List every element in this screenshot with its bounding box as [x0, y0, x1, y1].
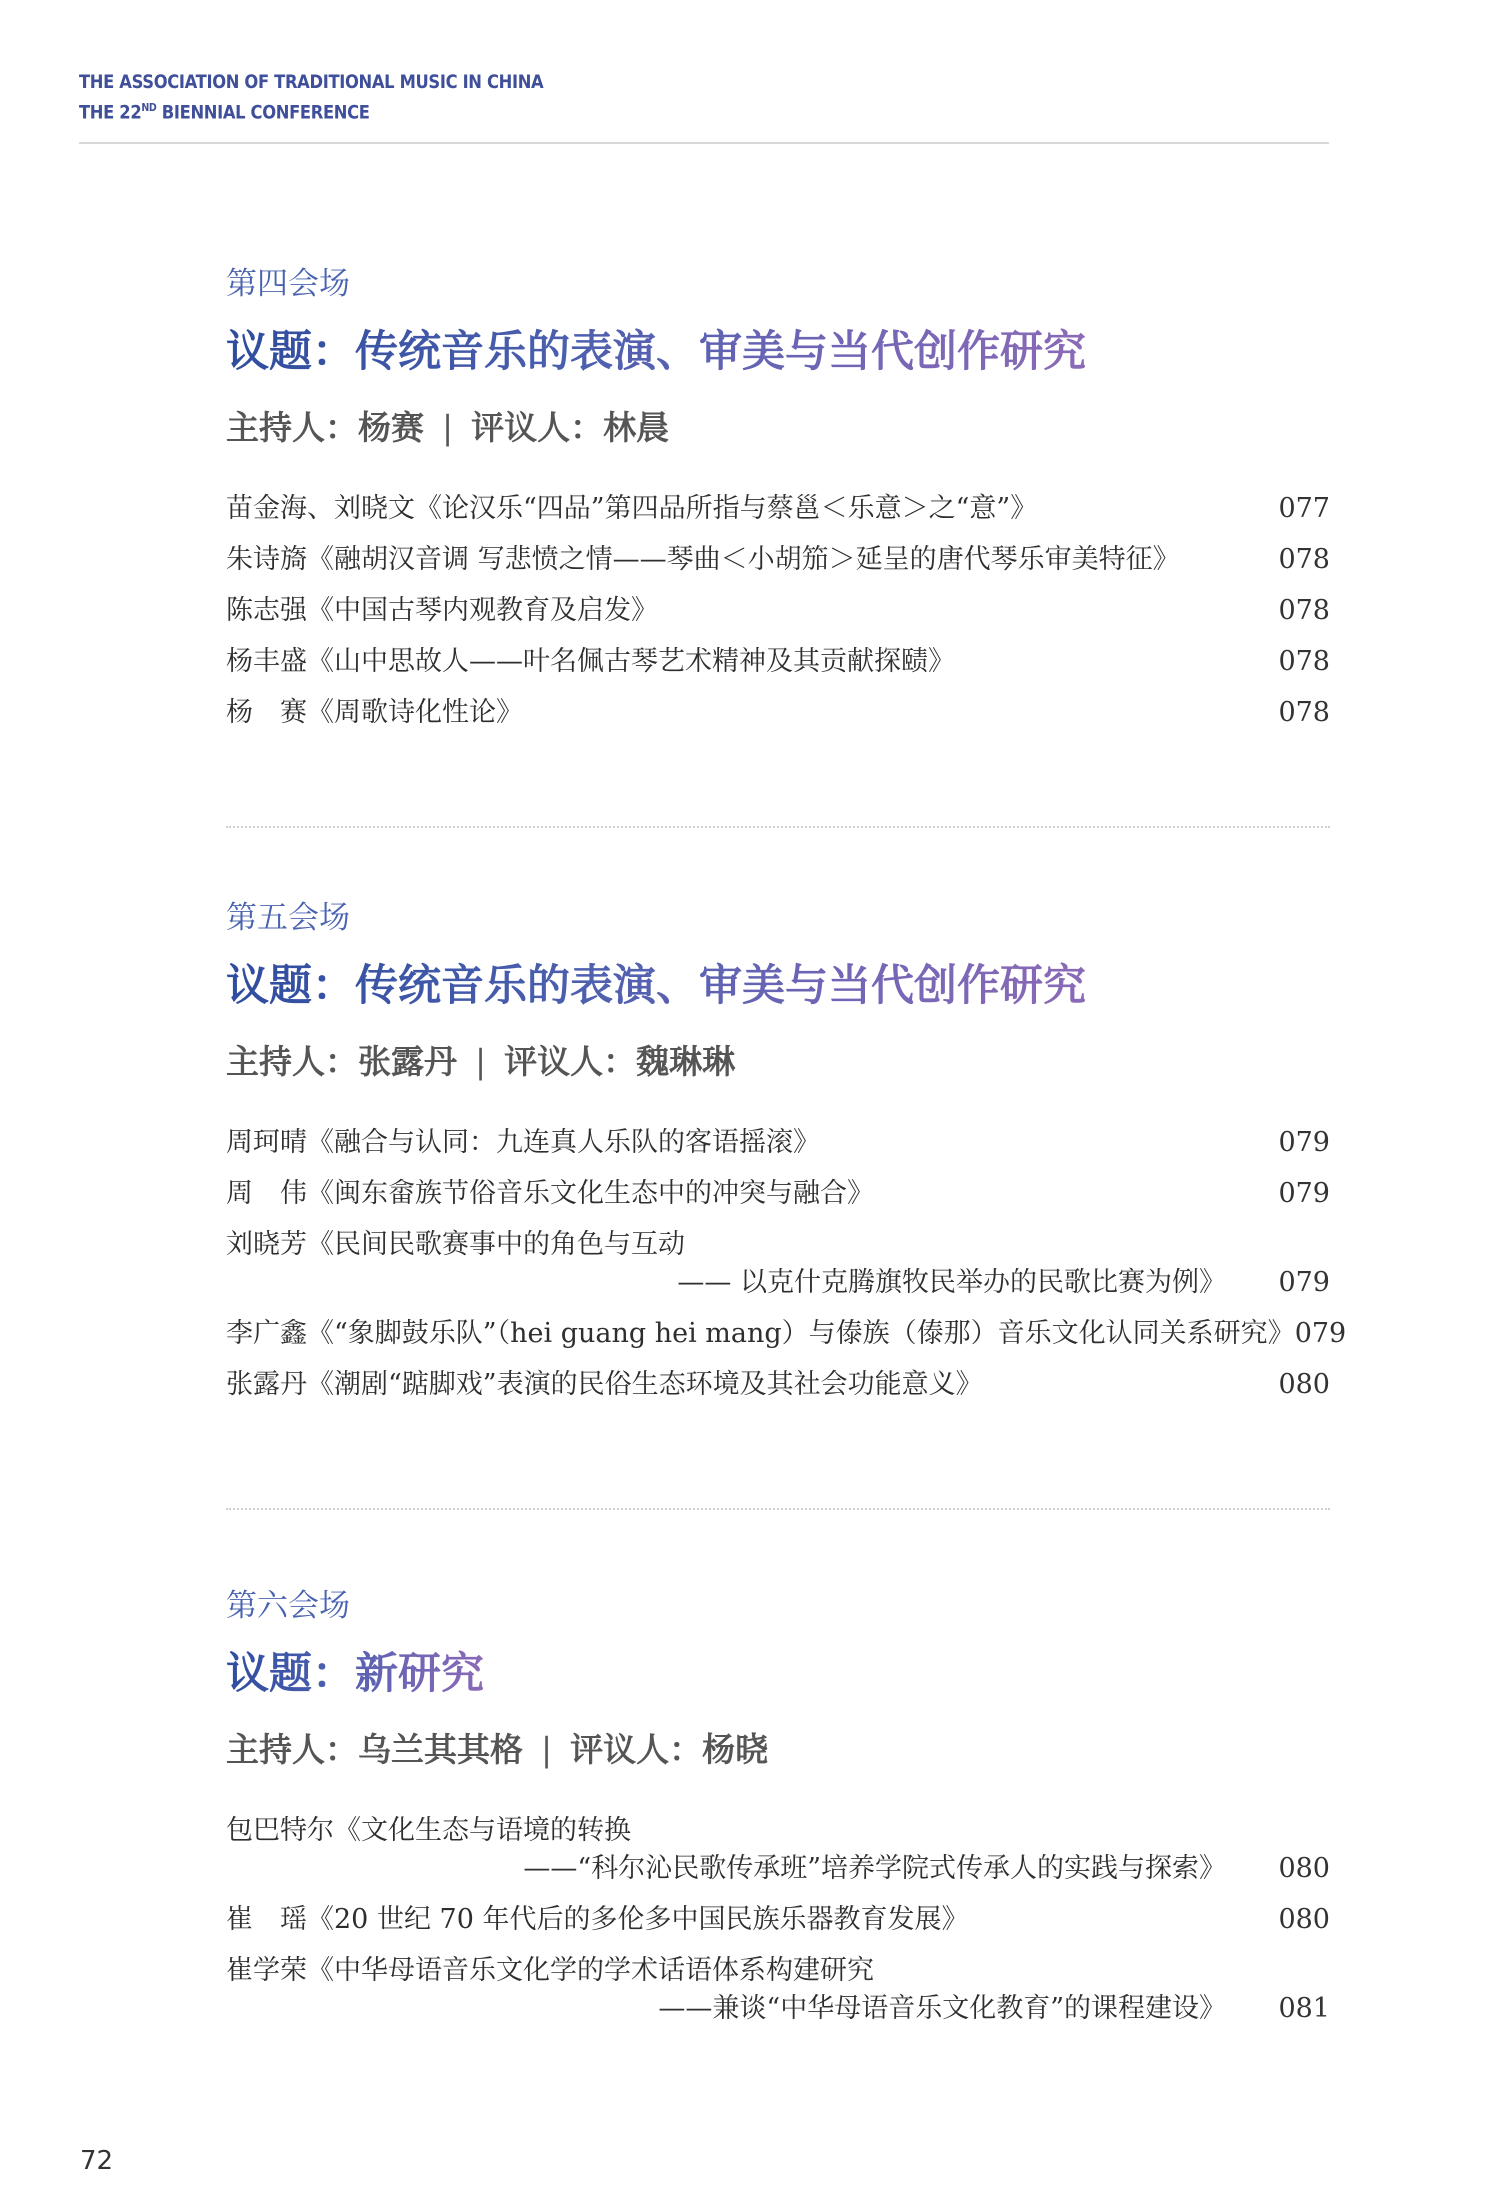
paper-title: 周 伟《闽东畲族节俗音乐文化生态中的冲突与融合》: [226, 1178, 874, 1209]
paper-title: 陈志强《中国古琴内观教育及启发》: [226, 595, 658, 626]
paper-entry[interactable]: [226, 636, 1330, 687]
paper-page: 079: [1278, 1127, 1330, 1158]
paper-entry[interactable]: [226, 1945, 1330, 2034]
reviewer-label: 评议人：: [471, 408, 604, 447]
host-label: 主持人：: [226, 1730, 358, 1769]
paper-list: [226, 1117, 1347, 1410]
session-label: 第六会场: [226, 1588, 350, 1624]
paper-entry[interactable]: [226, 1117, 1330, 1168]
paper-page: 081: [1278, 1993, 1330, 2024]
header-line-conference: THE 22ND BIENNIAL CONFERENCE: [79, 101, 370, 124]
paper-title: 李广鑫《“象脚鼓乐队”（hei guang hei mang）与傣族（傣那）音乐文化认同关系研究》: [226, 1318, 1295, 1349]
paper-entry[interactable]: [226, 483, 1330, 534]
paper-title: 周珂晴《融合与认同：九连真人乐队的客语摇滚》: [226, 1127, 820, 1158]
paper-title: 杨 赛《周歌诗化性论》: [226, 697, 523, 728]
paper-page: 080: [1278, 1853, 1330, 1884]
host-name: 张露丹: [358, 1042, 457, 1081]
paper-title: 崔学荣《中华母语音乐文化学的学术话语体系构建研究: [226, 1955, 874, 1986]
host-name: 杨赛: [358, 408, 424, 447]
paper-entry[interactable]: [226, 1308, 1347, 1359]
paper-title: 杨丰盛《山中思故人——叶名佩古琴艺术精神及其贡献探赜》: [226, 646, 955, 677]
paper-page: 077: [1278, 493, 1330, 524]
paper-entry[interactable]: [226, 1219, 1330, 1308]
paper-entry[interactable]: [226, 687, 1330, 738]
paper-entry[interactable]: [226, 1894, 1330, 1945]
session-hosts: [226, 1040, 1330, 1084]
host-separator: |: [442, 408, 454, 447]
paper-subtitle: ——兼谈“中华母语音乐文化教育”的课程建设》: [658, 1993, 1226, 2024]
paper-page: 080: [1278, 1904, 1330, 1935]
paper-entry[interactable]: [226, 1168, 1330, 1219]
session-5: [226, 898, 1347, 1410]
paper-page: 078: [1278, 544, 1330, 575]
session-topic: 议题：传统音乐的表演、审美与当代创作研究: [226, 324, 1086, 380]
paper-entry[interactable]: [226, 534, 1330, 585]
session-hosts: [226, 1728, 1330, 1772]
reviewer-name: 林晨: [603, 408, 670, 447]
header-line-association: THE ASSOCIATION OF TRADITIONAL MUSIC IN CHINA: [79, 71, 544, 93]
paper-entry[interactable]: [226, 1805, 1330, 1894]
session-topic: 议题：新研究: [226, 1646, 484, 1702]
host-name: 乌兰其其格: [358, 1730, 523, 1769]
session-6: [226, 1586, 1330, 2034]
paper-page: 078: [1278, 595, 1330, 626]
host-label: 主持人：: [226, 1042, 358, 1081]
paper-page: 078: [1278, 646, 1330, 677]
session-topic: 议题：传统音乐的表演、审美与当代创作研究: [226, 958, 1086, 1014]
paper-subtitle: ——“科尔沁民歌传承班”培养学院式传承人的实践与探索》: [523, 1853, 1226, 1884]
session-label: 第五会场: [226, 900, 350, 936]
session-4: [226, 264, 1330, 738]
paper-page: 079: [1294, 1318, 1347, 1349]
paper-title: 苗金海、刘晓文《论汉乐“四品”第四品所指与蔡邕＜乐意＞之“意”》: [226, 493, 1038, 524]
reviewer-label: 评议人：: [504, 1042, 637, 1081]
conference-header: [79, 70, 619, 125]
section-divider: [226, 826, 1330, 828]
session-hosts: [226, 406, 1330, 450]
paper-list: [226, 1805, 1330, 2034]
paper-page: 078: [1278, 697, 1330, 728]
paper-title: 崔 瑶《20 世纪 70 年代后的多伦多中国民族乐器教育发展》: [226, 1904, 969, 1935]
host-label: 主持人：: [226, 408, 358, 447]
section-divider: [226, 1508, 1330, 1510]
host-separator: |: [541, 1730, 553, 1769]
paper-page: 080: [1278, 1369, 1330, 1400]
header-divider: [79, 142, 1329, 144]
paper-page: 079: [1278, 1178, 1330, 1209]
page-number: 72: [80, 2146, 114, 2176]
paper-title: 刘晓芳《民间民歌赛事中的角色与互动: [226, 1229, 685, 1260]
host-separator: |: [475, 1042, 487, 1081]
paper-entry[interactable]: [226, 1359, 1330, 1410]
reviewer-name: 魏琳琳: [636, 1042, 736, 1081]
paper-list: [226, 483, 1330, 738]
paper-page: 079: [1278, 1267, 1330, 1298]
reviewer-name: 杨晓: [702, 1730, 769, 1769]
paper-title: 包巴特尔《文化生态与语境的转换: [226, 1815, 631, 1846]
paper-entry[interactable]: [226, 585, 1330, 636]
reviewer-label: 评议人：: [570, 1730, 703, 1769]
paper-title: 朱诗旖《融胡汉音调 写悲愤之情——琴曲＜小胡笳＞延呈的唐代琴乐审美特征》: [226, 544, 1180, 575]
paper-subtitle: —— 以克什克腾旗牧民举办的民歌比赛为例》: [677, 1267, 1226, 1298]
session-label: 第四会场: [226, 266, 350, 302]
paper-title: 张露丹《潮剧“踮脚戏”表演的民俗生态环境及其社会功能意义》: [226, 1369, 983, 1400]
